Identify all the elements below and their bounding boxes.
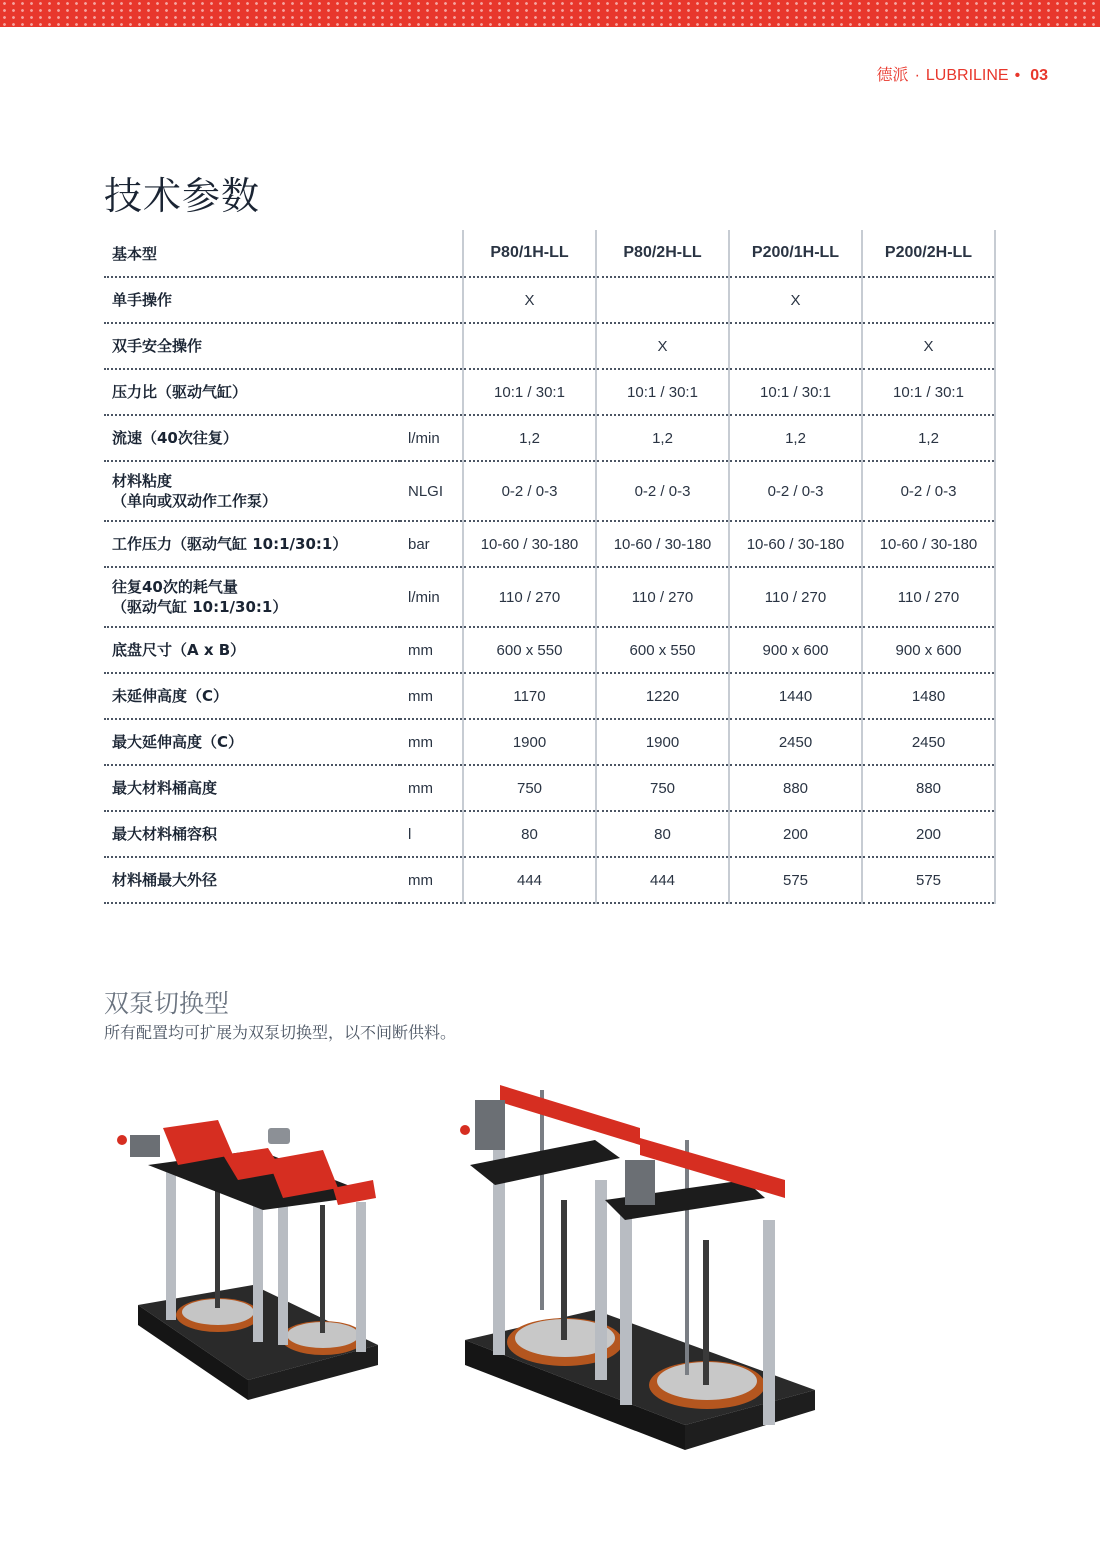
row-label — [104, 857, 400, 903]
table-cell: 1220 — [596, 673, 729, 719]
table-cell: 0-2 / 0-3 — [862, 461, 995, 521]
row-label — [104, 277, 400, 323]
section-description: 所有配置均可扩展为双泵切换型，以不间断供料。 — [104, 1023, 457, 1042]
row-unit: NLGI — [400, 461, 463, 521]
header-separator: · — [914, 67, 920, 84]
row-label — [104, 765, 400, 811]
row-label — [104, 567, 400, 627]
table-cell: 10:1 / 30:1 — [729, 369, 862, 415]
table-cell: 2450 — [862, 719, 995, 765]
table-cell: 10:1 / 30:1 — [862, 369, 995, 415]
table-cell: 110 / 270 — [463, 567, 596, 627]
table-cell: 1,2 — [463, 415, 596, 461]
row-unit: mm — [400, 857, 463, 903]
table-row — [104, 627, 995, 673]
row-label-line: 流速（40次往复） — [112, 429, 238, 447]
table-cell: 2450 — [729, 719, 862, 765]
column-header: P200/2H-LL — [862, 230, 995, 277]
table-cell: 1900 — [463, 719, 596, 765]
row-unit: l/min — [400, 415, 463, 461]
p80-double-pump-illustration — [108, 1110, 383, 1410]
table-cell: 10-60 / 30-180 — [729, 521, 862, 567]
row-unit: l — [400, 811, 463, 857]
page-number: 03 — [1030, 67, 1048, 84]
table-cell: 1,2 — [729, 415, 862, 461]
table-cell: 880 — [862, 765, 995, 811]
table-cell: 600 x 550 — [596, 627, 729, 673]
row-unit: mm — [400, 673, 463, 719]
table-cell: 10-60 / 30-180 — [596, 521, 729, 567]
header-dot: • — [1014, 67, 1021, 84]
table-cell: X — [596, 323, 729, 369]
table-cell: 0-2 / 0-3 — [596, 461, 729, 521]
table-cell: 1440 — [729, 673, 862, 719]
table-cell: 444 — [463, 857, 596, 903]
table-cell — [729, 323, 862, 369]
table-cell: 1,2 — [862, 415, 995, 461]
row-label — [104, 415, 400, 461]
column-header: P200/1H-LL — [729, 230, 862, 277]
table-cell — [463, 323, 596, 369]
table-cell: 900 x 600 — [862, 627, 995, 673]
row-unit: l/min — [400, 567, 463, 627]
column-header: P80/1H-LL — [463, 230, 596, 277]
row-label-line: 材料粘度 — [112, 472, 173, 490]
row-unit — [400, 277, 463, 323]
spec-table — [104, 230, 996, 904]
table-cell — [596, 277, 729, 323]
row-label — [104, 719, 400, 765]
row-label-line: 最大延伸高度（C） — [112, 733, 244, 751]
row-label-line: 材料桶最大外径 — [112, 871, 218, 889]
brand-name: 德派 — [876, 67, 909, 84]
table-header-row — [104, 230, 995, 277]
running-header — [877, 62, 1048, 85]
row-label — [104, 461, 400, 521]
spec-table-body — [104, 277, 995, 903]
row-label — [104, 521, 400, 567]
table-row — [104, 673, 995, 719]
row-label-line: 最大材料桶高度 — [112, 779, 218, 797]
table-cell: 1170 — [463, 673, 596, 719]
table-cell — [862, 277, 995, 323]
row-label-line: 往复40次的耗气量 — [112, 578, 238, 596]
row-unit — [400, 323, 463, 369]
row-unit: bar — [400, 521, 463, 567]
table-row — [104, 277, 995, 323]
row-label-line: 工作压力（驱动气缸 10:1/30:1） — [112, 535, 348, 553]
row-label-line: 压力比（驱动气缸） — [112, 383, 248, 401]
row-unit: mm — [400, 719, 463, 765]
row-label — [104, 673, 400, 719]
table-row — [104, 811, 995, 857]
table-cell: 10:1 / 30:1 — [596, 369, 729, 415]
table-cell: 444 — [596, 857, 729, 903]
table-cell: 575 — [862, 857, 995, 903]
row-label-line: 底盘尺寸（A x B） — [112, 641, 246, 659]
top-decorative-band — [0, 0, 1100, 27]
table-row — [104, 461, 995, 521]
table-cell: 200 — [862, 811, 995, 857]
row-label — [104, 811, 400, 857]
table-cell: 10-60 / 30-180 — [862, 521, 995, 567]
row-label-line: 最大材料桶容积 — [112, 825, 218, 843]
table-cell: 200 — [729, 811, 862, 857]
table-cell: 80 — [463, 811, 596, 857]
table-cell: 900 x 600 — [729, 627, 862, 673]
table-cell: X — [862, 323, 995, 369]
table-row — [104, 567, 995, 627]
table-cell: 110 / 270 — [729, 567, 862, 627]
table-cell: 10:1 / 30:1 — [463, 369, 596, 415]
table-row — [104, 415, 995, 461]
p200-double-pump-illustration — [445, 1080, 825, 1470]
row-label-line: 单手操作 — [112, 291, 173, 309]
table-row — [104, 857, 995, 903]
table-cell: 750 — [596, 765, 729, 811]
table-row — [104, 369, 995, 415]
table-cell: 1900 — [596, 719, 729, 765]
table-row — [104, 719, 995, 765]
table-row — [104, 521, 995, 567]
column-header: P80/2H-LL — [596, 230, 729, 277]
table-cell: 880 — [729, 765, 862, 811]
table-cell: 600 x 550 — [463, 627, 596, 673]
table-cell: 110 / 270 — [862, 567, 995, 627]
header-label: 基本型 — [104, 230, 400, 277]
row-label — [104, 323, 400, 369]
table-cell: 80 — [596, 811, 729, 857]
row-unit: mm — [400, 627, 463, 673]
row-label-line-2: （驱动气缸 10:1/30:1） — [112, 598, 288, 616]
header-unit — [400, 230, 463, 277]
section-title: 双泵切换型 — [104, 989, 230, 1018]
table-row — [104, 323, 995, 369]
table-cell: 110 / 270 — [596, 567, 729, 627]
table-cell: 0-2 / 0-3 — [463, 461, 596, 521]
table-cell: 10-60 / 30-180 — [463, 521, 596, 567]
row-unit — [400, 369, 463, 415]
row-unit: mm — [400, 765, 463, 811]
table-cell: X — [463, 277, 596, 323]
table-cell: 1480 — [862, 673, 995, 719]
row-label-line: 未延伸高度（C） — [112, 687, 229, 705]
row-label-line: 双手安全操作 — [112, 337, 203, 355]
row-label — [104, 627, 400, 673]
row-label-line-2: （单向或双动作工作泵） — [112, 492, 278, 510]
table-row — [104, 765, 995, 811]
table-cell: 0-2 / 0-3 — [729, 461, 862, 521]
product-line: LUBRILINE — [925, 67, 1009, 84]
table-cell: 1,2 — [596, 415, 729, 461]
row-label — [104, 369, 400, 415]
page-title: 技术参数 — [104, 174, 261, 219]
table-cell: 575 — [729, 857, 862, 903]
table-cell: 750 — [463, 765, 596, 811]
table-cell: X — [729, 277, 862, 323]
